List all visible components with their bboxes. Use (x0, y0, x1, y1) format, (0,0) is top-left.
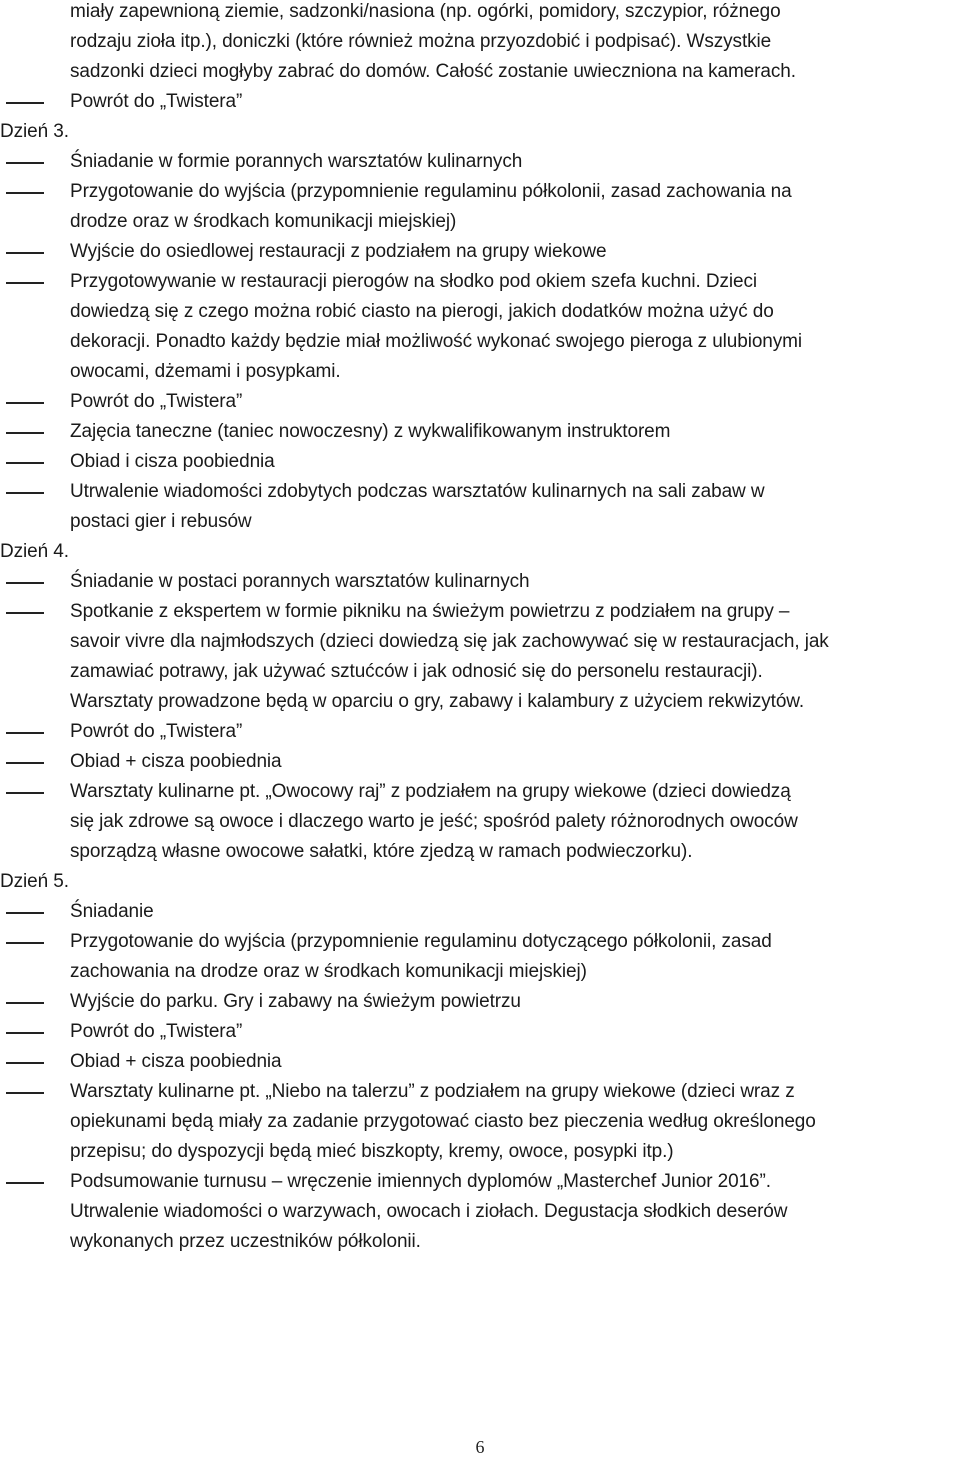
list-item (0, 417, 960, 447)
dash-bullet-icon (6, 1032, 44, 1034)
day-heading: Dzień 5. (0, 871, 69, 892)
list-item (0, 597, 960, 627)
list-item (0, 267, 960, 297)
dash-bullet-icon (6, 1182, 44, 1184)
text-line: dekoracji. Ponadto każdy będzie miał możliwość wykonać swojego pieroga z ulubionymi (70, 331, 803, 352)
list-item (0, 1047, 960, 1077)
text-line: savoir vivre dla najmłodszych (dzieci dowiedzą się jak zachowywać się w restauracjach, jak (70, 631, 829, 652)
list-item (0, 177, 960, 207)
page-number: 6 (475, 1437, 485, 1457)
list-item (0, 87, 960, 117)
list-item (0, 747, 960, 777)
list-item (0, 567, 960, 597)
text-line: zachowania na drodze oraz w środkach komunikacji miejskiej) (70, 961, 587, 982)
dash-bullet-icon (6, 462, 44, 464)
list-item (0, 717, 960, 747)
dash-bullet-icon (6, 102, 44, 104)
dash-bullet-icon (6, 192, 44, 194)
list-item (0, 1077, 960, 1107)
dash-bullet-icon (6, 162, 44, 164)
day-heading: Dzień 4. (0, 541, 69, 562)
dash-bullet-icon (6, 762, 44, 764)
text-line: się jak zdrowe są owoce i dlaczego warto je jeść; spośród palety różnorodnych owoców (70, 811, 798, 832)
dash-bullet-icon (6, 282, 44, 284)
text-line: zamawiać potrawy, jak używać sztućców i jak odnosić się do personelu restauracji). (70, 661, 763, 682)
text-line: dowiedzą się z czego można robić ciasto na pierogi, jakich dodatków można użyć do (70, 301, 774, 322)
list-item (0, 477, 960, 507)
dash-bullet-icon (6, 612, 44, 614)
list-item-text: Śniadanie w formie porannych warsztatów kulinarnych (70, 151, 523, 172)
list-item-text: Zajęcia taneczne (taniec nowoczesny) z wykwalifikowanym instruktorem (70, 421, 671, 442)
list-item (0, 1167, 960, 1197)
text-line: sporządzą własne owocowe sałatki, które zjedzą w ramach podwieczorku). (70, 841, 693, 862)
list-item-text: Powrót do „Twistera” (70, 391, 243, 412)
text-line: miały zapewnioną ziemie, sadzonki/nasiona (np. ogórki, pomidory, szczypior, różnego (70, 1, 781, 22)
list-item-text: Przygotowanie do wyjścia (przypomnienie regulaminu dotyczącego półkolonii, zasad (70, 931, 772, 952)
text-line: wykonanych przez uczestników półkolonii. (70, 1231, 421, 1252)
list-item-text: Spotkanie z ekspertem w formie pikniku na świeżym powietrzu z podziałem na grupy – (70, 601, 790, 622)
text-line: drodze oraz w środkach komunikacji miejskiej) (70, 211, 457, 232)
dash-bullet-icon (6, 1002, 44, 1004)
list-item-text: Przygotowywanie w restauracji pierogów na słodko pod okiem szefa kuchni. Dzieci (70, 271, 757, 292)
list-item-text: Powrót do „Twistera” (70, 1021, 243, 1042)
list-item (0, 1017, 960, 1047)
list-item (0, 777, 960, 807)
list-item-text: Wyjście do parku. Gry i zabawy na świeżym powietrzu (70, 991, 521, 1012)
text-line: Warsztaty prowadzone będą w oparciu o gry, zabawy i kalambury z użyciem rekwizytów. (70, 691, 805, 712)
text-line: postaci gier i rebusów (70, 511, 252, 532)
dash-bullet-icon (6, 792, 44, 794)
day-heading: Dzień 3. (0, 121, 69, 142)
list-item (0, 987, 960, 1017)
list-item-text: Warsztaty kulinarne pt. „Owocowy raj” z podziałem na grupy wiekowe (dzieci dowiedzą (70, 781, 791, 802)
dash-bullet-icon (6, 492, 44, 494)
dash-bullet-icon (6, 1092, 44, 1094)
list-item-text: Śniadanie (70, 901, 154, 922)
dash-bullet-icon (6, 912, 44, 914)
dash-bullet-icon (6, 252, 44, 254)
dash-bullet-icon (6, 402, 44, 404)
text-line: przepisu; do dyspozycji będą mieć biszkopty, kremy, owoce, posypki itp.) (70, 1141, 674, 1162)
list-item-text: Utrwalenie wiadomości zdobytych podczas warsztatów kulinarnych na sali zabaw w (70, 481, 765, 502)
dash-bullet-icon (6, 432, 44, 434)
list-item-text: Śniadanie w postaci porannych warsztatów kulinarnych (70, 571, 530, 592)
list-item-text: Wyjście do osiedlowej restauracji z podziałem na grupy wiekowe (70, 241, 607, 262)
dash-bullet-icon (6, 942, 44, 944)
dash-bullet-icon (6, 732, 44, 734)
text-line: rodzaju zioła itp.), doniczki (które również można przyozdobić i podpisać). Wszystkie (70, 31, 772, 52)
dash-bullet-icon (6, 582, 44, 584)
list-item-text: Obiad i cisza poobiednia (70, 451, 275, 472)
list-item-text: Warsztaty kulinarne pt. „Niebo na talerzu” z podziałem na grupy wiekowe (dzieci wraz z (70, 1081, 795, 1102)
list-item-text: Obiad + cisza poobiednia (70, 751, 282, 772)
list-item (0, 237, 960, 267)
text-line: opiekunami będą miały za zadanie przygotować ciasto bez pieczenia według określonego (70, 1111, 816, 1132)
list-item (0, 897, 960, 927)
text-line: owocami, dżemami i posypkami. (70, 361, 341, 382)
list-item-text: Obiad + cisza poobiednia (70, 1051, 282, 1072)
list-item (0, 387, 960, 417)
list-item-text: Powrót do „Twistera” (70, 721, 243, 742)
list-item-text: Przygotowanie do wyjścia (przypomnienie regulaminu półkolonii, zasad zachowania na (70, 181, 792, 202)
list-item (0, 147, 960, 177)
list-item-text: Powrót do „Twistera” (70, 91, 243, 112)
list-item-text: Podsumowanie turnusu – wręczenie imiennych dyplomów „Masterchef Junior 2016”. (70, 1171, 771, 1192)
list-item (0, 927, 960, 957)
dash-bullet-icon (6, 1062, 44, 1064)
text-line: sadzonki dzieci mogłyby zabrać do domów. Całość zostanie uwieczniona na kamerach. (70, 61, 796, 82)
text-line: Utrwalenie wiadomości o warzywach, owocach i ziołach. Degustacja słodkich deserów (70, 1201, 788, 1222)
list-item (0, 447, 960, 477)
